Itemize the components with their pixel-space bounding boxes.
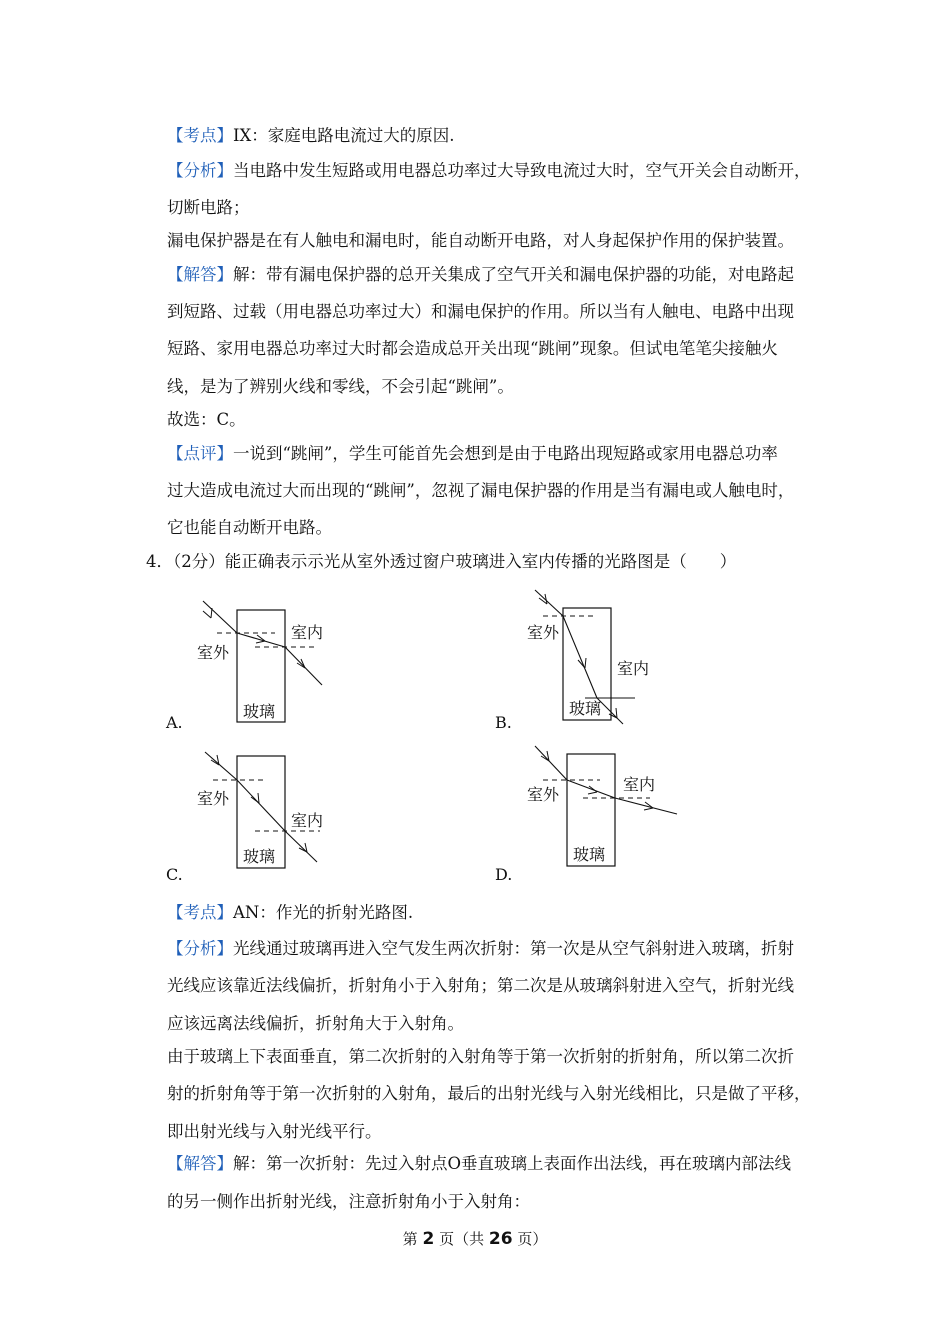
- option-c-label: C.: [166, 865, 183, 884]
- text-line: 线，是为了辨别火线和零线，不会引起“跳闸”。: [167, 377, 514, 396]
- current-page-number: 2: [422, 1229, 435, 1249]
- text-line: 由于玻璃上下表面垂直，第二次折射的入射角等于第一次折射的折射角，所以第二次折: [167, 1047, 794, 1066]
- outside-label: 室外: [527, 623, 560, 642]
- text-line: 漏电保护器是在有人触电和漏电时，能自动断开电路，对人身起保护作用的保护装置。: [167, 231, 794, 250]
- option-d-label: D.: [495, 865, 513, 884]
- outside-label: 室外: [197, 789, 230, 808]
- inside-label: 室内: [623, 775, 656, 794]
- text-line: 的另一侧作出折射光线，注意折射角小于入射角：: [167, 1192, 530, 1211]
- text-line: 它也能自动断开电路。: [167, 518, 332, 537]
- text-line: 光线应该靠近法线偏折，折射角小于入射角；第二次是从玻璃斜射进入空气，折射光线: [167, 976, 794, 995]
- text-line: 故选：C。: [167, 410, 246, 429]
- text-line: 即出射光线与入射光线平行。: [167, 1122, 382, 1141]
- text-line: 到短路、过载（用电器总功率过大）和漏电保护的作用。所以当有人触电、电路中出现: [167, 302, 794, 321]
- text-line: 短路、家用电器总功率过大时都会造成总开关出现“跳闸”现象。但试电笔笔尖接触火: [167, 339, 778, 358]
- diagram-c: [195, 748, 335, 873]
- glass-label: 玻璃: [243, 702, 276, 721]
- option-a-label: A.: [166, 713, 183, 732]
- text-line: 过大造成电流过大而出现的“跳闸”，忽视了漏电保护器的作用是当有漏电或人触电时，: [167, 481, 795, 500]
- page-footer: 第 2 页（共 26 页）: [402, 1229, 548, 1249]
- text-line: 【分析】光线通过玻璃再进入空气发生两次折射：第一次是从空气斜射进入玻璃，折射: [167, 939, 794, 958]
- outside-label: 室外: [197, 643, 230, 662]
- diagram-b: [525, 588, 665, 728]
- total-pages-number: 26: [488, 1229, 513, 1249]
- text-line: 【考点】AN：作光的折射光路图.: [167, 903, 414, 922]
- option-b-label: B.: [495, 713, 512, 732]
- glass-label: 玻璃: [569, 699, 602, 718]
- inside-label: 室内: [291, 811, 324, 830]
- diagram-a: [195, 595, 335, 725]
- diagram-d: [525, 742, 685, 872]
- inside-label: 室内: [291, 623, 324, 642]
- text-line: 应该远离法线偏折，折射角大于入射角。: [167, 1014, 464, 1033]
- glass-label: 玻璃: [573, 845, 606, 864]
- text-line: 【点评】一说到“跳闸”，学生可能首先会想到是由于电路出现短路或家用电器总功率: [167, 444, 778, 463]
- text-line: 【解答】解：第一次折射：先过入射点O垂直玻璃上表面作出法线，再在玻璃内部法线: [167, 1154, 792, 1173]
- glass-label: 玻璃: [243, 847, 276, 866]
- text-line: 【考点】IX：家庭电路电流过大的原因.: [167, 126, 455, 145]
- text-line: 【解答】解：带有漏电保护器的总开关集成了空气开关和漏电保护器的功能，对电路起: [167, 265, 794, 284]
- outside-label: 室外: [527, 785, 560, 804]
- text-line: 切断电路；: [167, 198, 250, 217]
- text-line: 射的折射角等于第一次折射的入射角，最后的出射光线与入射光线相比，只是做了平移，: [167, 1084, 811, 1103]
- question-4: 4．（2分）能正确表示示光从室外透过窗户玻璃进入室内传播的光路图是（ ）: [146, 552, 737, 571]
- inside-label: 室内: [617, 659, 650, 678]
- text-line: 【分析】当电路中发生短路或用电器总功率过大导致电流过大时，空气开关会自动断开，: [167, 161, 811, 180]
